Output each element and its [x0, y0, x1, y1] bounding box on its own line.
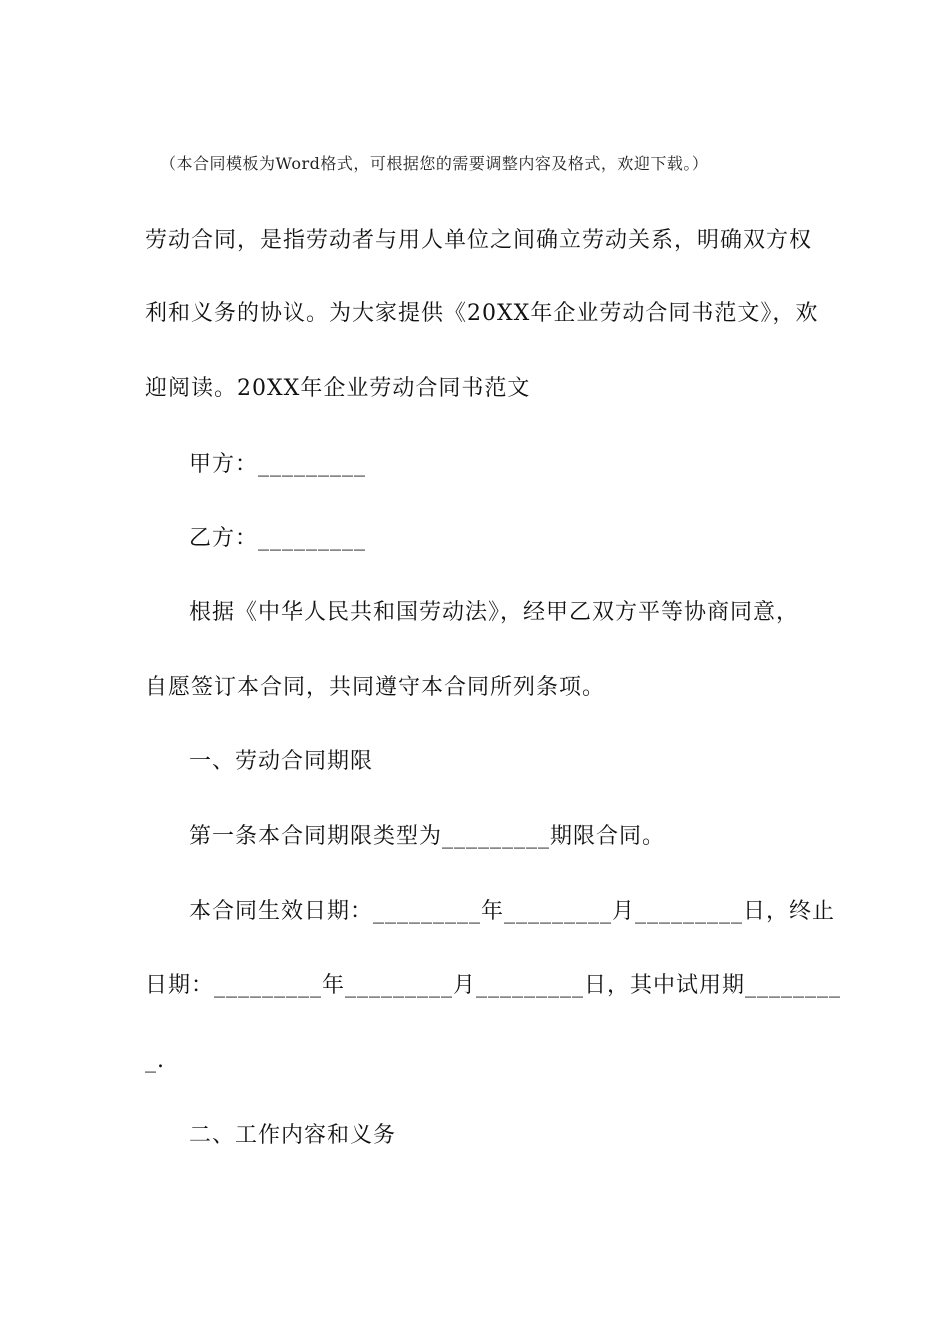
party-b-line: 乙方：_________: [189, 526, 367, 551]
party-a-line: 甲方：_________: [189, 452, 367, 477]
end-date-continuation: _.: [145, 1048, 165, 1073]
section-heading-1: 一、劳动合同期限: [189, 749, 374, 774]
effective-date-line: 本合同生效日期：_________年_________月_________日，终止: [189, 899, 836, 924]
intro-line-1: 劳动合同，是指劳动者与用人单位之间确立劳动关系，明确双方权: [145, 228, 813, 253]
section-heading-2: 二、工作内容和义务: [189, 1123, 397, 1148]
basis-line-2: 自愿签订本合同，共同遵守本合同所列条项。: [145, 675, 606, 700]
article-1-line: 第一条本合同期限类型为_________期限合同。: [189, 824, 666, 849]
end-date-line: 日期：_________年_________月_________日，其中试用期________: [145, 973, 842, 998]
template-note: （本合同模板为Word格式，可根据您的需要调整内容及格式，欢迎下载。）: [160, 154, 709, 173]
intro-line-2: 利和义务的协议。为大家提供《20XX年企业劳动合同书范文》，欢: [145, 301, 819, 326]
basis-line-1: 根据《中华人民共和国劳动法》，经甲乙双方平等协商同意，: [189, 600, 800, 625]
intro-line-3: 迎阅读。20XX年企业劳动合同书范文: [145, 376, 531, 401]
